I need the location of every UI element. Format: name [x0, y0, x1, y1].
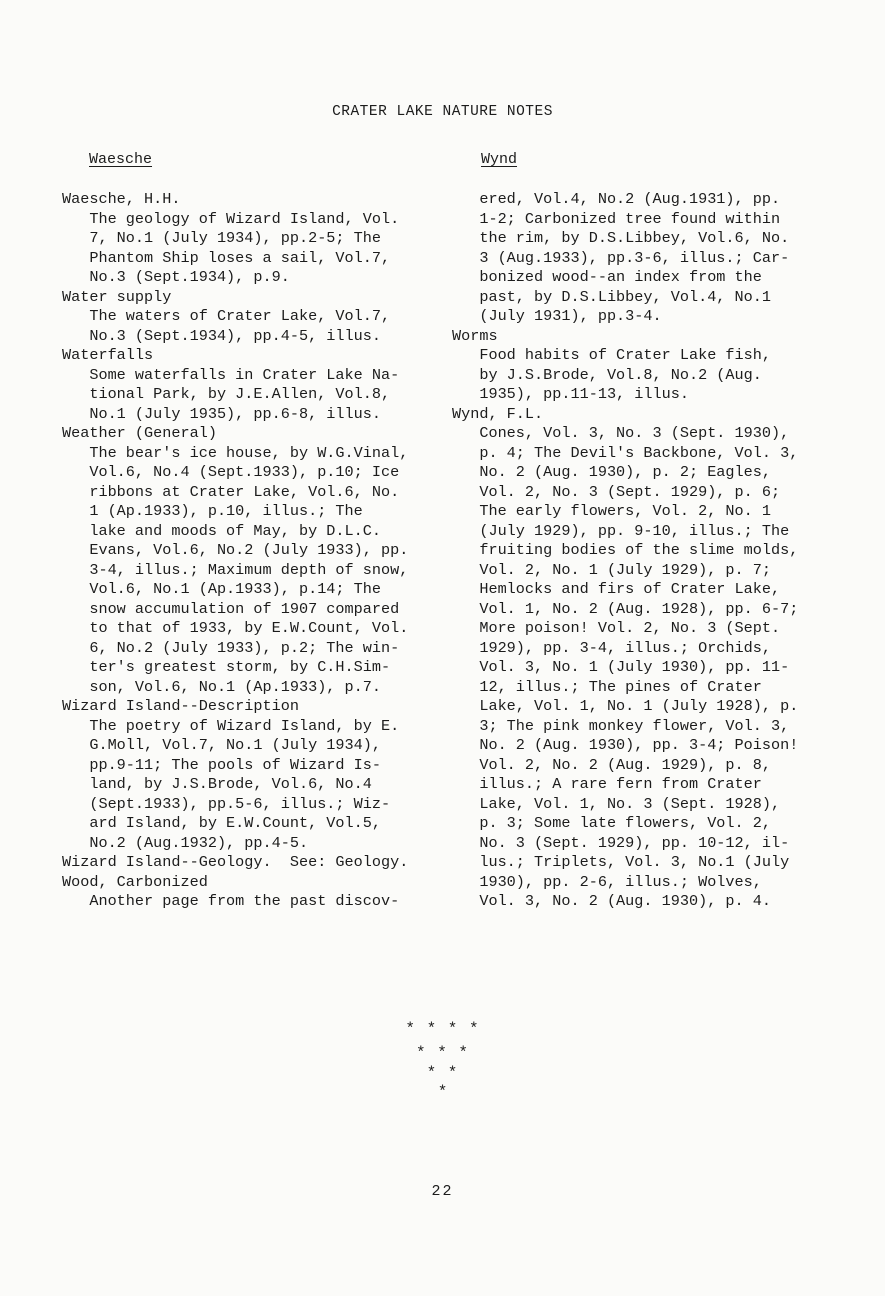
- index-line: Weather (General): [62, 424, 217, 442]
- index-line: Wizard Island--Description: [62, 697, 299, 715]
- index-line: The waters of Crater Lake, Vol.7,: [62, 307, 391, 325]
- index-line: The early flowers, Vol. 2, No. 1: [452, 502, 771, 520]
- index-line: by J.S.Brode, Vol.8, No.2 (Aug.: [452, 365, 762, 384]
- index-line: Hemlocks and firs of Crater Lake,: [452, 580, 781, 598]
- index-line: No.3 (Sept.1934), pp.4-5, illus.: [62, 326, 381, 345]
- index-line: No.1 (July 1935), pp.6-8, illus.: [62, 404, 381, 423]
- index-line: p. 4; The Devil's Backbone, Vol. 3,: [452, 443, 799, 462]
- page-header: CRATER LAKE NATURE NOTES: [332, 104, 553, 120]
- index-line: Vol. 2, No. 3 (Sept. 1929), p. 6;: [452, 482, 781, 501]
- index-line: 3; The pink monkey flower, Vol. 3,: [452, 716, 790, 735]
- index-line: No. 3 (Sept. 1929), pp. 10-12, il-: [452, 833, 790, 852]
- index-line: No.2 (Aug.1932), pp.4-5.: [62, 833, 309, 852]
- index-line: Wizard Island--Geology. See: Geology.: [62, 853, 409, 871]
- star-row-1: * * * *: [405, 1020, 480, 1038]
- index-line: 7, No.1 (July 1934), pp.2-5; The: [62, 229, 381, 247]
- star-row-3: * *: [426, 1064, 459, 1082]
- index-line: 3 (Aug.1933), pp.3-6, illus.; Car-: [452, 248, 790, 267]
- left-column-heading: Waesche: [89, 151, 153, 168]
- index-line: No. 2 (Aug. 1930), pp. 3-4; Poison!: [452, 736, 799, 754]
- index-line: 12, illus.; The pines of Crater: [452, 677, 762, 696]
- index-line: Waterfalls: [62, 346, 154, 364]
- index-line: Vol. 3, No. 1 (July 1930), pp. 11-: [452, 658, 790, 676]
- index-line: (July 1929), pp. 9-10, illus.; The: [452, 521, 790, 540]
- index-line: 6, No.2 (July 1933), p.2; The win-: [62, 638, 400, 657]
- index-line: Lake, Vol. 1, No. 3 (Sept. 1928),: [452, 794, 781, 813]
- index-line: to that of 1933, by E.W.Count, Vol.: [62, 619, 409, 637]
- index-line: Vol.6, No.4 (Sept.1933), p.10; Ice: [62, 463, 400, 481]
- index-line: The geology of Wizard Island, Vol.: [62, 209, 400, 228]
- index-line: Some waterfalls in Crater Lake Na-: [62, 365, 400, 384]
- index-line: Vol. 1, No. 2 (Aug. 1928), pp. 6-7;: [452, 599, 799, 618]
- index-line: (July 1931), pp.3-4.: [452, 307, 662, 325]
- index-line: 3-4, illus.; Maximum depth of snow,: [62, 560, 409, 579]
- index-line: ered, Vol.4, No.2 (Aug.1931), pp.: [452, 190, 781, 208]
- index-line: bonized wood--an index from the: [452, 268, 762, 286]
- index-line: 1935), pp.11-13, illus.: [452, 385, 689, 403]
- index-line: 1929), pp. 3-4, illus.; Orchids,: [452, 638, 771, 657]
- index-line: (Sept.1933), pp.5-6, illus.; Wiz-: [62, 794, 391, 813]
- index-line: The bear's ice house, by W.G.Vinal,: [62, 443, 409, 462]
- index-line: land, by J.S.Brode, Vol.6, No.4: [62, 775, 372, 793]
- index-line: Another page from the past discov-: [62, 892, 400, 910]
- index-line: No.3 (Sept.1934), p.9.: [62, 268, 290, 286]
- index-line: Vol.6, No.1 (Ap.1933), p.14; The: [62, 580, 381, 598]
- index-line: p. 3; Some late flowers, Vol. 2,: [452, 814, 771, 832]
- index-line: pp.9-11; The pools of Wizard Is-: [62, 755, 381, 774]
- index-line: Food habits of Crater Lake fish,: [452, 346, 771, 364]
- index-line: Wood, Carbonized: [62, 872, 208, 891]
- index-line: snow accumulation of 1907 compared: [62, 599, 400, 618]
- index-line: lake and moods of May, by D.L.C.: [62, 521, 381, 540]
- right-column-heading: Wynd: [481, 151, 518, 168]
- index-line: fruiting bodies of the slime molds,: [452, 541, 799, 559]
- index-line: Waesche, H.H.: [62, 190, 181, 208]
- index-line: Vol. 2, No. 2 (Aug. 1929), p. 8,: [452, 755, 771, 774]
- index-line: Evans, Vol.6, No.2 (July 1933), pp.: [62, 541, 409, 559]
- index-line: More poison! Vol. 2, No. 3 (Sept.: [452, 619, 781, 637]
- index-line: Water supply: [62, 287, 172, 306]
- index-line: The poetry of Wizard Island, by E.: [62, 716, 400, 735]
- page-number: 22: [431, 1183, 454, 1200]
- index-line: No. 2 (Aug. 1930), p. 2; Eagles,: [452, 463, 771, 481]
- star-row-4: *: [437, 1083, 448, 1101]
- index-line: G.Moll, Vol.7, No.1 (July 1934),: [62, 736, 381, 754]
- index-line: 1930), pp. 2-6, illus.; Wolves,: [452, 872, 762, 891]
- index-line: illus.; A rare fern from Crater: [452, 775, 762, 793]
- index-line: the rim, by D.S.Libbey, Vol.6, No.: [452, 229, 790, 247]
- left-index-column: [62, 190, 408, 912]
- index-line: Wynd, F.L.: [452, 404, 544, 423]
- index-line: lus.; Triplets, Vol. 3, No.1 (July: [452, 853, 790, 871]
- index-line: Worms: [452, 326, 498, 345]
- index-line: ter's greatest storm, by C.H.Sim-: [62, 658, 391, 676]
- index-line: Cones, Vol. 3, No. 3 (Sept. 1930),: [452, 424, 790, 442]
- index-line: son, Vol.6, No.1 (Ap.1933), p.7.: [62, 677, 381, 696]
- index-line: Lake, Vol. 1, No. 1 (July 1928), p.: [452, 697, 799, 715]
- index-line: 1 (Ap.1933), p.10, illus.; The: [62, 502, 363, 520]
- index-line: Vol. 3, No. 2 (Aug. 1930), p. 4.: [452, 892, 771, 910]
- index-line: Phantom Ship loses a sail, Vol.7,: [62, 248, 391, 267]
- star-row-2: * * *: [415, 1044, 469, 1062]
- index-line: tional Park, by J.E.Allen, Vol.8,: [62, 385, 391, 403]
- index-line: ribbons at Crater Lake, Vol.6, No.: [62, 482, 400, 501]
- index-line: Vol. 2, No. 1 (July 1929), p. 7;: [452, 560, 771, 579]
- index-line: 1-2; Carbonized tree found within: [452, 209, 781, 228]
- index-line: past, by D.S.Libbey, Vol.4, No.1: [452, 287, 771, 306]
- index-line: ard Island, by E.W.Count, Vol.5,: [62, 814, 381, 832]
- right-index-column: [452, 190, 798, 912]
